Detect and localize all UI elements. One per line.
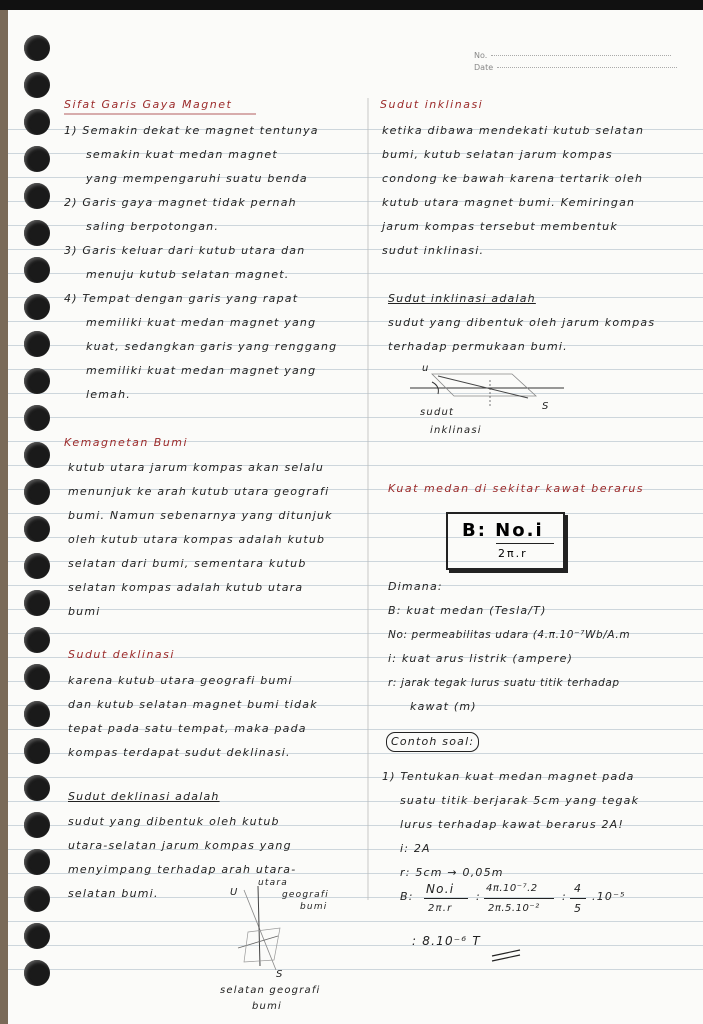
text-line: menyimpang terhadap arah utara- [68,863,297,876]
text-line: bumi [68,605,101,618]
fig2-label-geografi: geografi [282,890,329,900]
calc-numerator-2: 4π.10⁻⁷.2 [486,883,538,894]
answer-underline [492,955,520,961]
text-line: karena kutub utara geografi bumi [68,674,293,687]
text-line: menuju kutub selatan magnet. [86,268,290,281]
text-line: utara-selatan jarum kompas yang [68,839,292,852]
cross-line [238,936,278,948]
text-line: sudut yang dibentuk oleh kutub [68,815,280,828]
section-title-sifat: Sifat Garis Gaya Magnet [64,98,233,111]
text-line: 4) Tempat dengan garis yang rapat [64,292,299,305]
date-label: Date [474,63,494,72]
calc-b: B: [400,890,414,903]
text-line: Dimana: [388,580,443,593]
text-line: i: 2A [400,842,431,855]
section-title-inklinasi: Sudut inklinasi [380,98,484,111]
text-line: saling berpotongan. [86,220,220,233]
text-line: memiliki kuat medan magnet yang [86,316,317,329]
text-line: r: 5cm → 0,05m [400,866,504,879]
text-line: menunjuk ke arah kutub utara geografi [68,485,330,498]
fig2-label-selatan: selatan geografi [220,985,321,996]
compass-plane-2 [244,928,280,962]
fig2-label-bumi-2: bumi [252,1001,283,1012]
text-line: terhadap permukaan bumi. [388,340,568,353]
text-line: 1) Tentukan kuat medan magnet pada [382,770,635,783]
text-line: r: jarak tegak lurus suatu titik terhadap [388,677,620,689]
subtitle-deklinasi-def: Sudut deklinasi adalah [68,790,220,803]
contoh-soal-badge: Contoh soal: [386,732,479,752]
top-edge [0,0,703,10]
text-line: oleh kutub utara kompas adalah kutub [68,533,326,546]
subtitle-inklinasi-def: Sudut inklinasi adalah [388,292,536,305]
fig2-label-s: S [276,969,284,980]
text-line: tepat pada satu tempat, maka pada [68,722,307,735]
text-line: jarum kompas tersebut membentuk [382,220,618,233]
calc-eq-1: : [476,890,481,903]
text-line: B: kuat medan (Tesla/T) [388,604,547,617]
text-line: suatu titik berjarak 5cm yang tegak [400,794,640,807]
text-line: ketika dibawa mendekati kutub selatan [382,124,645,137]
text-line: kutub utara magnet bumi. Kemiringan [382,196,636,209]
section-title-kuat-medan: Kuat medan di sekitar kawat berarus [388,482,645,495]
answer-underline [492,950,520,956]
calc-result: : 8.10⁻⁶ T [412,934,481,948]
compass-plane [432,374,536,396]
text-line: memiliki kuat medan magnet yang [86,364,317,377]
formula-denominator: 2π.r [498,547,528,560]
text-line: lemah. [86,388,131,401]
calc-denominator-3: 5 [574,902,583,915]
fig2-label-bumi: bumi [300,902,328,912]
text-line: semakin kuat medan magnet [86,148,278,161]
notebook-page [8,10,703,1024]
text-line: condong ke bawah karena tertarik oleh [382,172,644,185]
text-line: kuat, sedangkan garis yang renggang [86,340,338,353]
fig2-label-utara: utara [258,878,288,888]
text-line: selatan kompas adalah kutub utara [68,581,304,594]
calc-numerator-1: No.i [426,882,455,896]
text-line: lurus terhadap kawat berarus 2A! [400,818,624,831]
text-line: selatan bumi. [68,887,159,900]
text-line: yang mempengaruhi suatu benda [86,172,308,185]
text-line: No: permeabilitas udara (4.π.10⁻⁷Wb/A.m [388,629,631,641]
text-line: i: kuat arus listrik (ampere) [388,652,574,665]
calc-denominator-1: 2π.r [428,903,453,914]
text-line: 2) Garis gaya magnet tidak pernah [64,196,297,209]
text-line: 1) Semakin dekat ke magnet tentunya [64,124,319,137]
section-title-kemagnetan: Kemagnetan Bumi [64,436,189,449]
no-label: No. [474,51,488,60]
text-line: sudut yang dibentuk oleh jarum kompas [388,316,656,329]
fig1-label-u: u [422,363,430,374]
text-line: dan kutub selatan magnet bumi tidak [68,698,318,711]
calc-eq-2: : [562,890,567,903]
fig1-label-inklinasi: inklinasi [430,425,482,436]
text-line: kompas terdapat sudut deklinasi. [68,746,291,759]
calc-tail: .10⁻⁵ [592,890,626,903]
text-line: kutub utara jarum kompas akan selalu [68,461,325,474]
fig1-label-sudut: sudut [420,407,455,418]
deklinasi-diagram [238,886,280,970]
text-line: sudut inklinasi. [382,244,485,257]
inklinasi-diagram [410,374,564,406]
text-line: selatan dari bumi, sementara kutub [68,557,307,570]
fig2-label-u: U [230,887,239,898]
calc-numerator-3: 4 [574,882,583,895]
formula-numerator: B: No.i [462,520,544,541]
fig1-label-s: S [542,401,550,412]
sketches [8,10,703,1024]
text-line: 3) Garis keluar dari kutub utara dan [64,244,306,257]
text-line: bumi, kutub selatan jarum kompas [382,148,613,161]
needle-line [438,376,528,398]
text-line: bumi. Namun sebenarnya yang ditunjuk [68,509,333,522]
section-title-deklinasi: Sudut deklinasi [68,648,175,661]
calc-denominator-2: 2π.5.10⁻² [488,903,540,914]
text-line: kawat (m) [410,700,477,713]
